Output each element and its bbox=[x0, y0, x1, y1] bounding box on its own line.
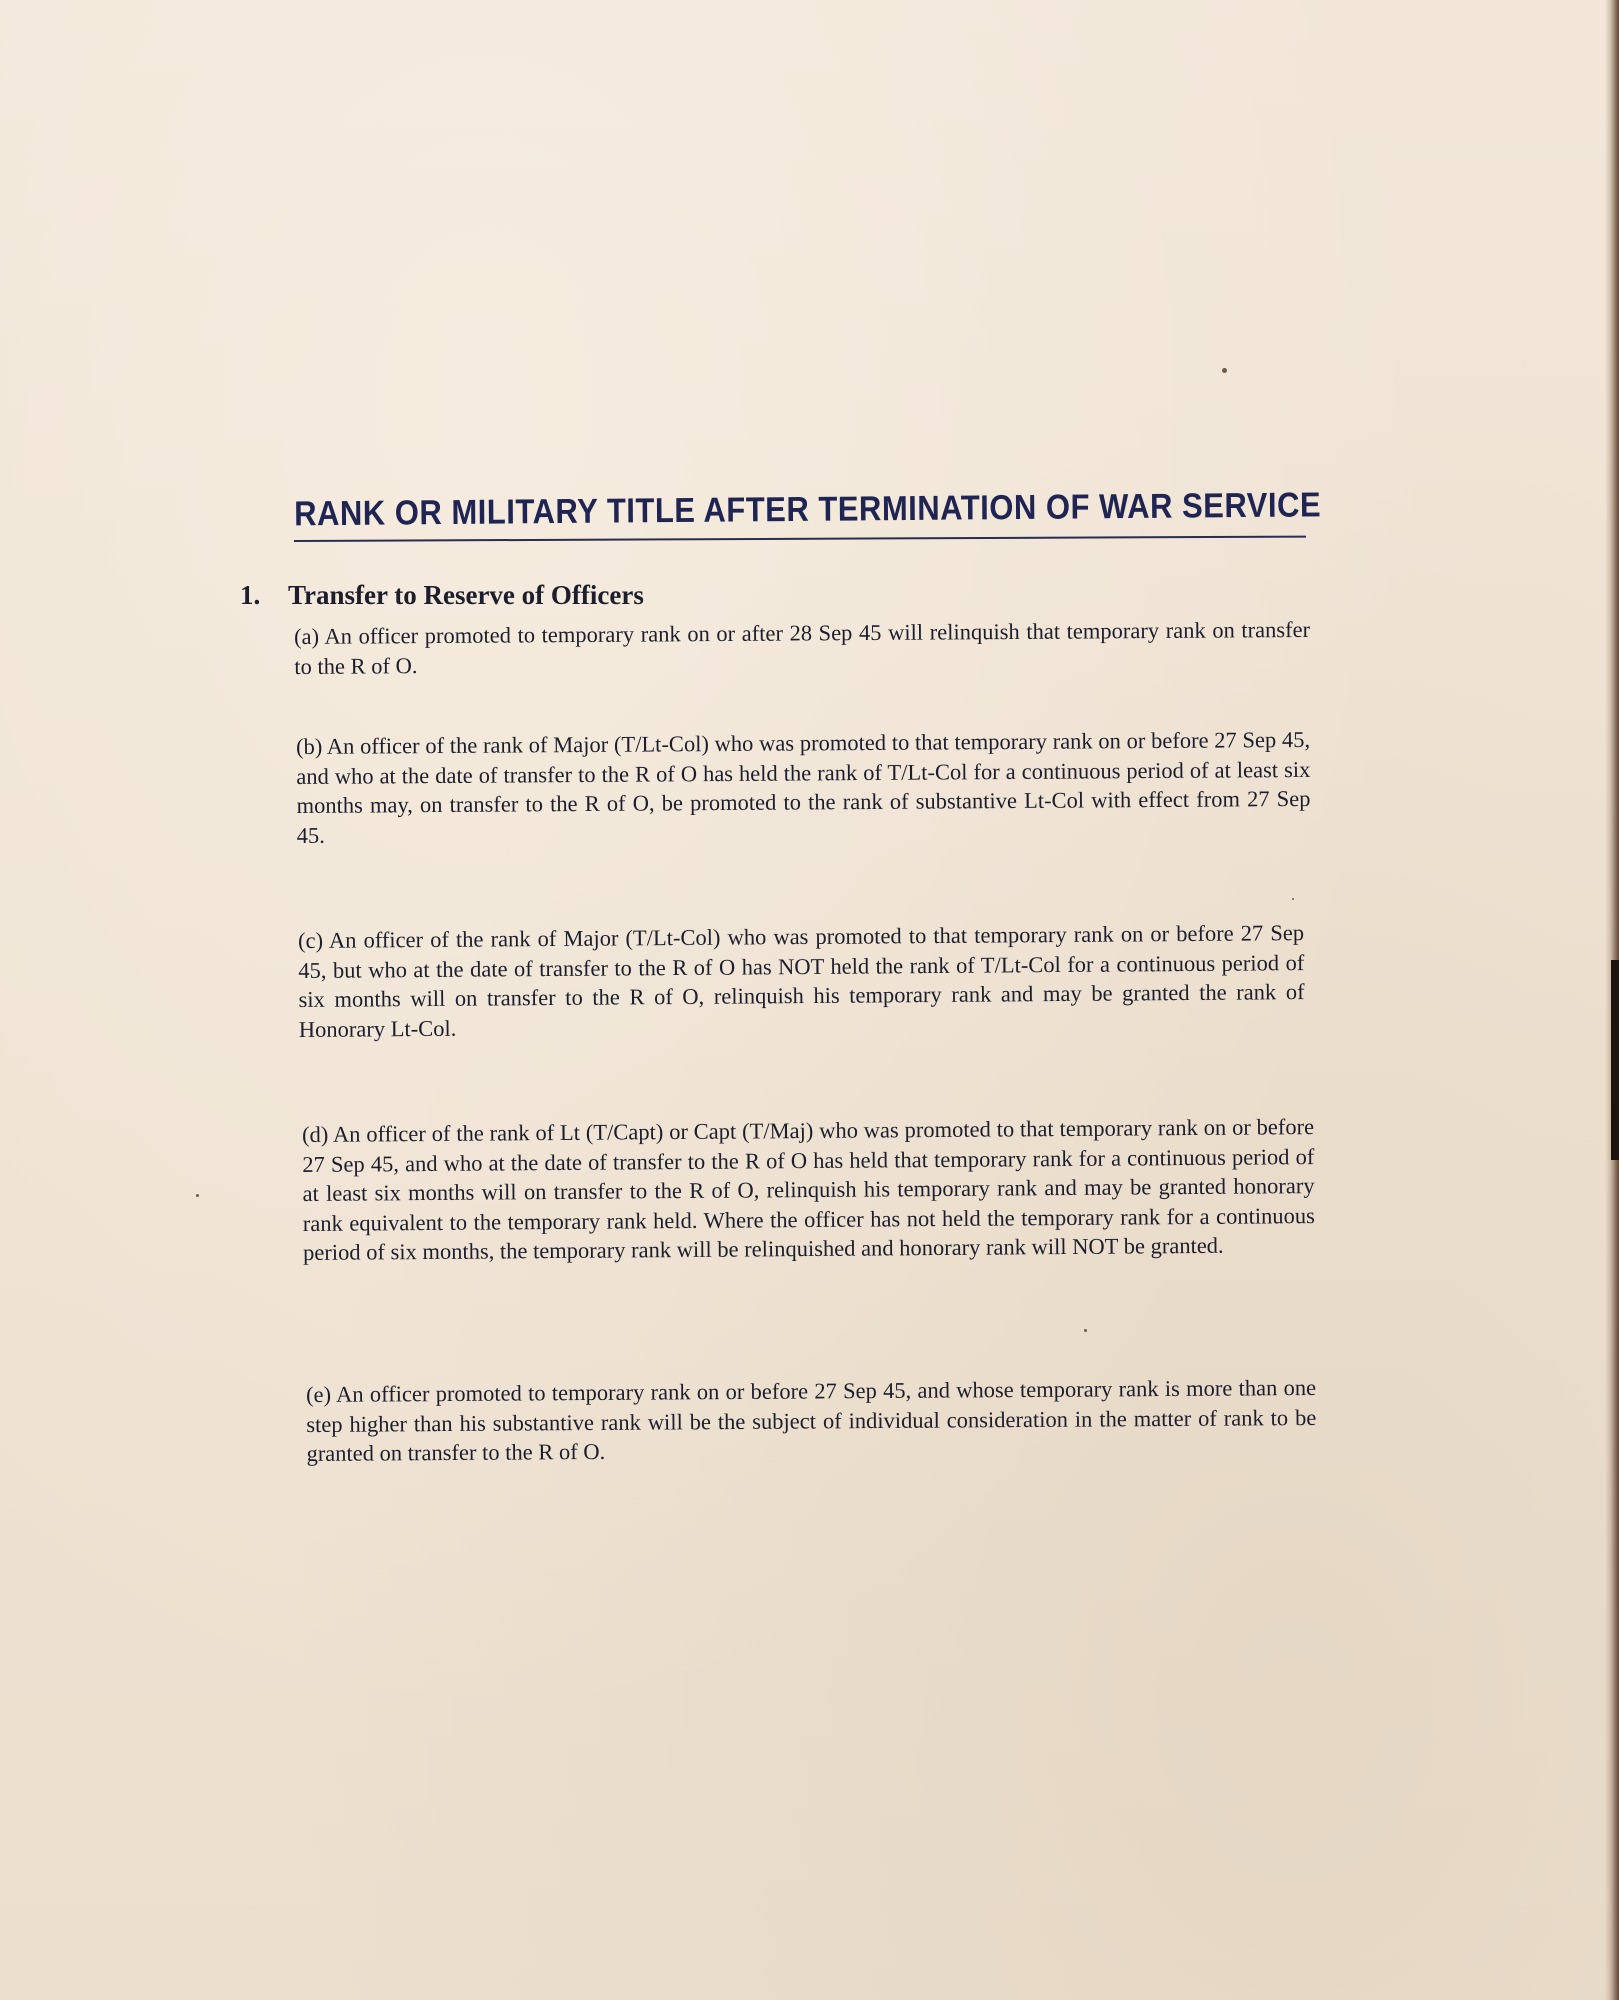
paper-speck bbox=[1222, 368, 1227, 373]
paper-speck bbox=[1084, 1329, 1087, 1332]
paper-speck bbox=[196, 1194, 199, 1197]
paper-speck bbox=[1292, 898, 1294, 900]
section-number: 1. bbox=[240, 580, 261, 610]
section-title: Transfer to Reserve of Officers bbox=[288, 580, 644, 610]
title-underline bbox=[294, 536, 1306, 542]
section-heading bbox=[240, 580, 644, 611]
document-title: RANK OR MILITARY TITLE AFTER TERMINATION OF WAR SERVICE bbox=[294, 484, 1322, 534]
scan-edge-mark bbox=[1611, 960, 1619, 1160]
paragraph-c: (c) An officer of the rank of Major (T/Lt-Col) who was promoted to that temporary rank on or before 27 Sep 45, but who at the date of transfer to the R of O has NOT held the rank of T/Lt-Col for a continuous period of six months will on transfer to the R of O, relinquish his temporary rank and may be granted the rank of Honorary Lt-Col. bbox=[298, 920, 1305, 1042]
paragraph-d: (d) An officer of the rank of Lt (T/Capt) or Capt (T/Maj) who was promoted to that temporary rank on or before 27 Sep 45, and who at the date of transfer to the R of O has held that temporary rank for a continuous period of at least six months will on transfer to the R of O, relinquish his temporary rank and may be granted honorary rank equivalent to the temporary rank held. Where the officer has not held the temporary rank for a continuous period of six months, the temporary rank will be relinquished and honorary rank will NOT be granted. bbox=[302, 1114, 1315, 1265]
paragraph-a: (a) An officer promoted to temporary rank on or after 28 Sep 45 will relinquish that temporary rank on transfer to the R of O. bbox=[294, 616, 1311, 679]
paragraph-e: (e) An officer promoted to temporary rank on or before 27 Sep 45, and whose temporary rank is more than one step higher than his substantive rank will be the subject of individual consideration in the matter of rank to be granted on transfer to the R of O. bbox=[306, 1374, 1317, 1466]
paragraph-b: (b) An officer of the rank of Major (T/Lt-Col) who was promoted to that temporary rank on or before 27 Sep 45, and who at the date of transfer to the R of O has held the rank of T/Lt-Col for a continuous period of at least six months may, on transfer to the R of O, be promoted to the rank of substantive Lt-Col with effect from 27 Sep 45. bbox=[296, 726, 1311, 848]
